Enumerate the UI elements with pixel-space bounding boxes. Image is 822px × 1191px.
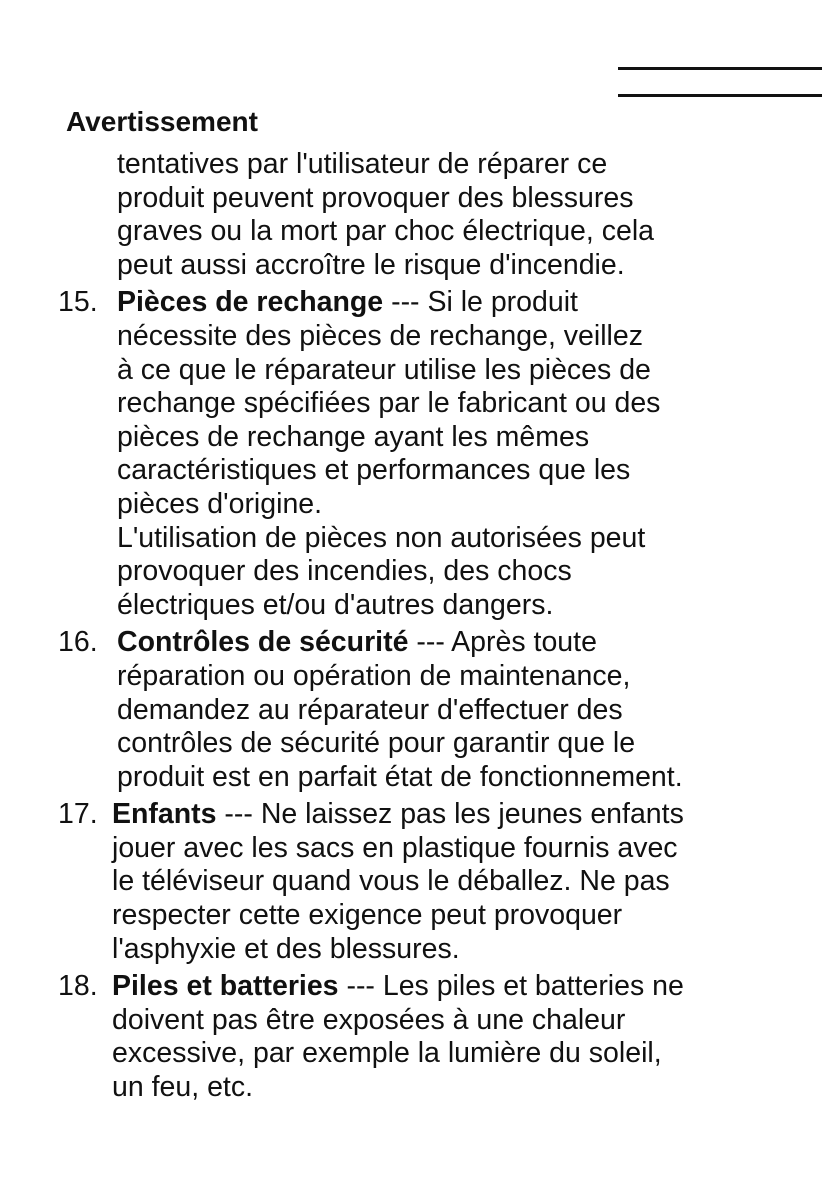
item-title: Enfants: [112, 798, 217, 831]
item-first-line: [112, 970, 818, 1004]
document-body: [58, 148, 818, 1109]
item-text: [58, 798, 818, 966]
item-first-line: [117, 286, 818, 320]
item-number: 17.: [58, 798, 98, 831]
text-line: provoquer des incendies, des chocs: [117, 555, 572, 588]
item-first-rest: --- Après toute: [408, 626, 597, 659]
item-text: [58, 286, 818, 622]
text-line: un feu, etc.: [112, 1071, 254, 1104]
item-first-rest: --- Les piles et batteries ne: [338, 970, 684, 1003]
text-line: caractéristiques et performances que les: [117, 454, 631, 487]
text-line: nécessite des pièces de rechange, veillez: [117, 319, 643, 352]
text-line: produit peuvent provoquer des blessures: [117, 181, 634, 214]
item-title: Pièces de rechange: [117, 286, 384, 319]
item-number: 16.: [58, 626, 98, 659]
item-first-rest: --- Ne laissez pas les jeunes enfants: [216, 798, 684, 831]
item-first-line: [117, 626, 818, 660]
text-line: réparation ou opération de maintenance,: [117, 659, 631, 692]
item-title: Contrôles de sécurité: [117, 626, 409, 659]
list-item-16: [58, 626, 818, 794]
item-first-rest: --- Si le produit: [383, 286, 578, 319]
text-line: tentatives par l'utilisateur de réparer ce: [117, 148, 608, 180]
text-line: contrôles de sécurité pour garantir que le: [117, 727, 636, 760]
text-line: l'asphyxie et des blessures.: [112, 932, 460, 965]
text-line: demandez au réparateur d'effectuer des: [117, 693, 623, 726]
header-rule-top: [618, 67, 822, 70]
text-line: le téléviseur quand vous le déballez. Ne pas: [112, 865, 670, 898]
text-line: à ce que le réparateur utilise les pièces de: [117, 353, 651, 386]
text-line: respecter cette exigence peut provoquer: [112, 899, 623, 932]
section-heading: Avertissement: [66, 106, 258, 137]
item-title: Piles et batteries: [112, 970, 339, 1003]
list-item-17: [58, 798, 818, 966]
text-line: produit est en parfait état de fonctionnement.: [117, 760, 683, 793]
item-text: [58, 626, 818, 794]
item-number: 15.: [58, 286, 98, 319]
list-item-15: [58, 286, 818, 622]
item-number: 18.: [58, 970, 98, 1003]
text-line: peut aussi accroître le risque d'incendie.: [117, 248, 625, 281]
text-line: L'utilisation de pièces non autorisées peut: [117, 521, 646, 554]
item-first-line: [112, 798, 818, 832]
text-line: graves ou la mort par choc électrique, cela: [117, 215, 655, 248]
text-line: excessive, par exemple la lumière du soleil,: [112, 1037, 662, 1070]
text-line: pièces d'origine.: [117, 487, 323, 520]
list-item-18: [58, 970, 818, 1104]
continuation-paragraph: [58, 148, 818, 282]
item-text: [58, 970, 818, 1104]
text-line: pièces de rechange ayant les mêmes: [117, 420, 590, 453]
text-line: jouer avec les sacs en plastique fournis avec: [112, 831, 678, 864]
text-line: électriques et/ou d'autres dangers.: [117, 588, 554, 621]
header-rule-bottom: [618, 94, 822, 97]
text-line: doivent pas être exposées à une chaleur: [112, 1003, 626, 1036]
text-line: rechange spécifiées par le fabricant ou des: [117, 387, 661, 420]
